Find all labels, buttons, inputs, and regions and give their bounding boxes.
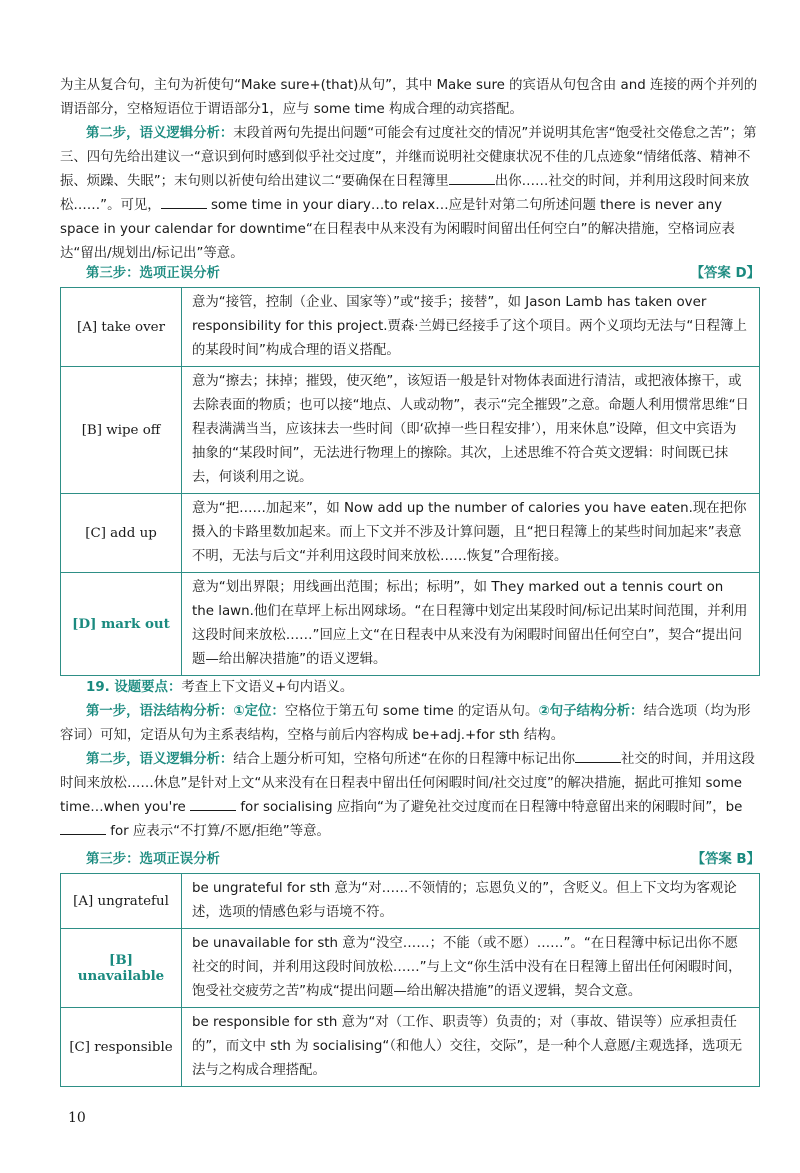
q18-step2-paragraph — [60, 122, 760, 266]
option-label: [C] add up — [61, 494, 182, 573]
table-row — [61, 874, 760, 929]
q19-step2-text-4: for 应表示“不打算/不愿/拒绝”等意。 — [110, 824, 330, 839]
q18-step3-header — [60, 262, 760, 284]
q19-step1-sub1: ①定位： — [233, 704, 285, 719]
q18-step3-label: 第三步：选项正误分析 — [86, 266, 220, 281]
q18-options-table — [60, 287, 760, 676]
q19-answer-badge: 【答案 B】 — [691, 852, 760, 867]
blank-line — [575, 748, 621, 763]
option-label: [B] wipe off — [61, 367, 182, 494]
q18-step2-text-2: 出你……社交的时间，并利用这段时间来放松……”。可见， — [60, 174, 750, 213]
option-explanation: be responsible for sth 意为“对（工作、职责等）负责的；对（事故、错误等）应承担责任的”，而文中 sth 为 socialising“（和他人）交往，交际”，是一种个人意愿/主观选择，选项无法与之构成合理搭配。 — [182, 1008, 760, 1087]
q19-step3-label: 第三步：选项正误分析 — [86, 852, 220, 867]
q19-heading-text: 考查上下文语义+句内语义。 — [181, 680, 354, 695]
q19-step1-label: 第一步，语法结构分析： — [86, 704, 234, 719]
option-explanation: be ungrateful for sth 意为“对……不领情的；忘恩负义的”，含贬义。但上下文均为客观论述，选项的情感色彩与语境不符。 — [182, 874, 760, 929]
table-row — [61, 367, 760, 494]
table-row — [61, 288, 760, 367]
option-label: [C] responsible — [61, 1008, 182, 1087]
q18-step2-text-3: some time in your diary…to relax…应是针对第二句所述问题 there is never any space in your calendar for downtime“在日程表中从来没有为闲暇时间留出任何空白”的解决措施，空格词应表达“留出/规划出/标记出”等意。 — [60, 198, 735, 261]
q19-step1-paragraph — [60, 700, 760, 748]
option-label-correct: [D] mark out — [61, 573, 182, 676]
blank-line — [161, 194, 207, 209]
table-row — [61, 573, 760, 676]
q19-step2-text-2: 社交的时间，并用这段时间来放松……休息”是针对上文“从来没有在日程表中留出任何闲暇时间/社交过度”的解决措施，据此可推知 some time…when you're — [60, 752, 755, 815]
page-number: 10 — [68, 1110, 86, 1126]
table-row — [61, 494, 760, 573]
option-label: [A] ungrateful — [61, 874, 182, 929]
option-explanation: 意为“把……加起来”，如 Now add up the number of calories you have eaten.现在把你摄入的卡路里数加起来。而上下文并不涉及计算问题，且“把日程簿上的某些时间加起来”表意不明，无法与后文“并利用这段时间来放松……恢复”合理衔接。 — [182, 494, 760, 573]
q19-step2-paragraph — [60, 748, 760, 844]
option-explanation: 意为“接管，控制（企业、国家等）”或“接手；接替”，如 Jason Lamb has taken over responsibility for this project.贾森·兰姆已经接手了这个项目。两个义项均无法与“日程簿上的某段时间”构成合理的语义搭配。 — [182, 288, 760, 367]
q19-step1-sub2: ②句子结构分析： — [538, 704, 644, 719]
q19-step2-label: 第二步，语义逻辑分析： — [86, 752, 234, 767]
intro-text: 为主从复合句，主句为祈使句“Make sure+(that)从句”，其中 Make sure 的宾语从句包含由 and 连接的两个并列的谓语部分，空格短语位于谓语部分1，应与 some time 构成合理的动宾搭配。 — [60, 78, 758, 117]
option-explanation: 意为“划出界限；用线画出范围；标出；标明”，如 They marked out a tennis court on the lawn.他们在草坪上标出网球场。“在日程簿中划定出某段时间/标记出某时间范围，并利用这段时间来放松……”回应上文“在日程表中从来没有为闲暇时间留出任何空白”，契合“提出问题—给出解决措施”的语义逻辑。 — [182, 573, 760, 676]
table-row — [61, 929, 760, 1008]
q18-step2-label: 第二步，语义逻辑分析： — [86, 126, 234, 141]
option-explanation: be unavailable for sth 意为“没空……；不能（或不愿）……”。“在日程簿中标记出你不愿社交的时间，并利用这段时间放松……”与上文“你生活中没有在日程簿上留出任何闲暇时间，饱受社交疲劳之苦”构成“提出问题—给出解决措施”的语义逻辑，契合文意。 — [182, 929, 760, 1008]
table-row — [61, 1008, 760, 1087]
intro-paragraph — [60, 74, 760, 122]
blank-line — [190, 796, 236, 811]
blank-line — [449, 170, 495, 185]
option-label: [A] take over — [61, 288, 182, 367]
q18-step2-text-1: 末段首两句先提出问题“可能会有过度社交的情况”并说明其危害“饱受社交倦怠之苦”；第三、四句先给出建议一“意识到何时感到似乎社交过度”，并继而说明社交健康状况不佳的几点迹象“情绪低落、精神不振、烦躁、失眠”；末句则以祈使句给出建议二“要确保在日程簿里 — [60, 126, 757, 189]
q19-step2-text-1: 结合上题分析可知，空格句所述“在你的日程簿中标记出你 — [233, 752, 575, 767]
blank-line — [60, 820, 106, 835]
q19-step1-text-2: 结合选项（均为形容词）可知，定语从句为主系表结构，空格与前后内容构成 be+adj.+for sth 结构。 — [60, 704, 751, 743]
q19-heading — [60, 676, 760, 700]
q19-step3-header — [60, 848, 760, 870]
q19-options-table — [60, 873, 760, 1087]
q18-answer-badge: 【答案 D】 — [690, 266, 760, 281]
q19-step1-text-1: 空格位于第五句 some time 的定语从句。 — [284, 704, 539, 719]
option-label-correct: [B] unavailable — [61, 929, 182, 1008]
q19-step2-text-3: for socialising 应指向“为了避免社交过度而在日程簿中特意留出来的闲暇时间”，be — [240, 800, 743, 815]
q19-heading-number: 19. 设题要点： — [86, 680, 182, 695]
option-explanation: 意为“擦去；抹掉；摧毁，使灭绝”，该短语一般是针对物体表面进行清洁，或把液体擦干，或去除表面的物质；也可以接“地点、人或动物”，表示“完全摧毁”之意。命题人利用惯常思维“日程表满满当当，应该抹去一些时间（即‘砍掉一些日程安排’），用来休息”设障，但文中宾语为抽象的“某段时间”，无法进行物理上的擦除。其次，上述思维不符合英文逻辑：时间既已抹去，何谈利用之说。 — [182, 367, 760, 494]
